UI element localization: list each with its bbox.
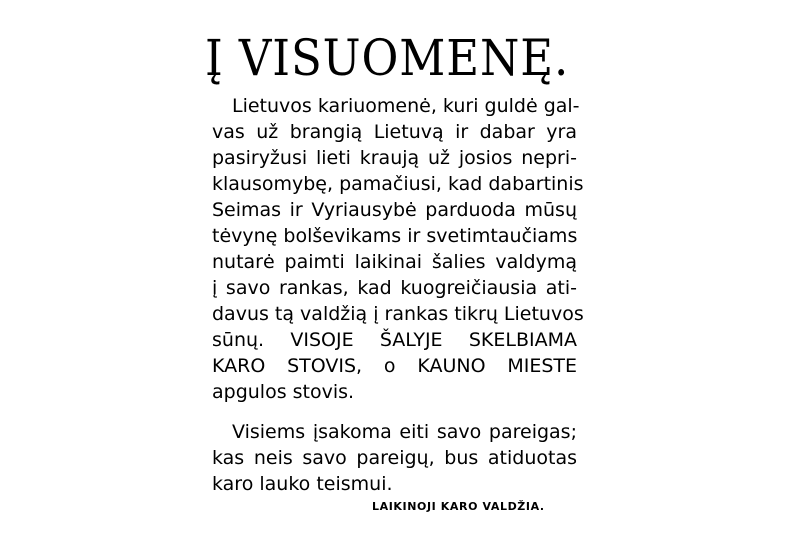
paragraph1-line-4: klausomybę, pamačiusi, kad dabartinis <box>212 173 584 195</box>
paragraph1-line-1: Lietuvos kariuomenė, kuri guldė gal- <box>232 95 580 117</box>
document-title: Į VISUOMENĘ. <box>205 29 570 87</box>
paragraph1-line-10: sūnų. VISOJE ŠALYJE SKELBIAMA <box>212 329 577 351</box>
paragraph2-line-2: kas neis savo pareigų, bus atiduotas <box>212 447 577 469</box>
paragraph1-line-12: apgulos stovis. <box>212 381 355 403</box>
paragraph2-line-3: karo lauko teismui. <box>212 473 393 495</box>
paragraph1-line-3: pasiryžusi lieti kraują už josios nepri- <box>212 147 577 169</box>
paragraph1-line-8: į savo rankas, kad kuogreičiausia ati- <box>212 277 577 299</box>
paragraph1-line-9: davus tą valdžią į rankas tikrų Lietuvos <box>212 303 584 325</box>
signature: LAIKINOJI KARO VALDŽIA. <box>372 500 545 513</box>
paragraph2-line-1: Visiems įsakoma eiti savo pareigas; <box>232 421 577 443</box>
paragraph1-line-7: nutarė paimti laikinai šalies valdymą <box>212 251 577 273</box>
paragraph1-line-2: vas už brangią Lietuvą ir dabar yra <box>212 121 577 143</box>
paragraph1-line-5: Seimas ir Vyriausybė parduoda mūsų <box>212 199 577 221</box>
paragraph1-line-6: tėvynę bolševikams ir svetimtaučiams <box>212 225 578 247</box>
paragraph1-line-11: KARO STOVIS, o KAUNO MIESTE <box>212 355 577 377</box>
